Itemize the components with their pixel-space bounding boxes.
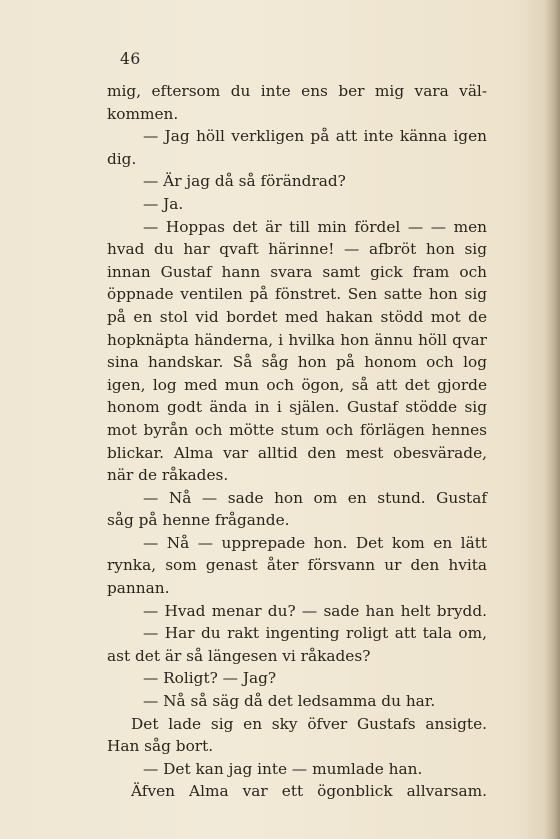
text-line: hopknäpta händerna, i hvilka hon ännu höll qvar — [107, 330, 487, 349]
text-line: såg på henne frågande. — [107, 511, 290, 530]
text-line: Det lade sig en sky öfver Gustafs ansigte. — [131, 714, 487, 733]
text-line: Han såg bort. — [107, 737, 214, 756]
text-line: kommen. — [107, 104, 179, 123]
text-line: öppnade ventilen på fönstret. Sen satte hon sig — [107, 285, 487, 304]
text-line: pannan. — [107, 579, 170, 598]
text-line: rynka, som genast åter försvann ur den hvita — [107, 556, 487, 575]
text-line: sina handskar. Så såg hon på honom och log — [107, 353, 487, 372]
text-line: — Har du rakt ingenting roligt att tala om, — [143, 624, 487, 643]
text-line: när de råkades. — [107, 466, 229, 485]
text-line: på en stol vid bordet med hakan stödd mot de — [107, 307, 487, 326]
text-line: honom godt ända in i själen. Gustaf stödde sig — [107, 398, 487, 417]
text-line: — Roligt? — Jag? — [143, 669, 277, 688]
text-line: innan Gustaf hann svara samt gick fram och — [107, 262, 487, 281]
text-line: mot byrån och mötte stum och förlägen hennes — [107, 420, 487, 439]
text-line: — Jag höll verkligen på att inte känna igen — [143, 127, 487, 146]
text-line: — Det kan jag inte — mumlade han. — [143, 759, 423, 778]
text-line: ast det är så längesen vi råkades? — [107, 646, 371, 665]
text-line: hvad du har qvaft härinne! — afbröt hon sig — [107, 240, 487, 259]
text-line: igen, log med mun och ögon, så att det gjorde — [107, 375, 487, 394]
text-line: — Hvad menar du? — sade han helt brydd. — [143, 601, 487, 620]
text-line: Äfven Alma var ett ögonblick allvarsam. — [131, 782, 487, 801]
text-line: — Nå — upprepade hon. Det kom en lätt — [143, 533, 487, 552]
text-line: — Nå så säg då det ledsamma du har. — [143, 692, 436, 711]
text-line: mig, eftersom du inte ens ber mig vara väl- — [107, 82, 487, 100]
page-number: 46 — [120, 50, 141, 68]
text-line: — Är jag då så förändrad? — [143, 172, 346, 191]
text-line: — Ja. — [143, 194, 184, 213]
text-line: dig. — [107, 149, 137, 168]
text-line: — Hoppas det är till min fördel — — men — [143, 217, 487, 236]
page-edge-shadow — [544, 0, 560, 839]
body-text — [107, 80, 487, 803]
text-line: — Nå — sade hon om en stund. Gustaf — [143, 488, 487, 507]
text-line: blickar. Alma var alltid den mest obesvärade, — [107, 443, 487, 462]
